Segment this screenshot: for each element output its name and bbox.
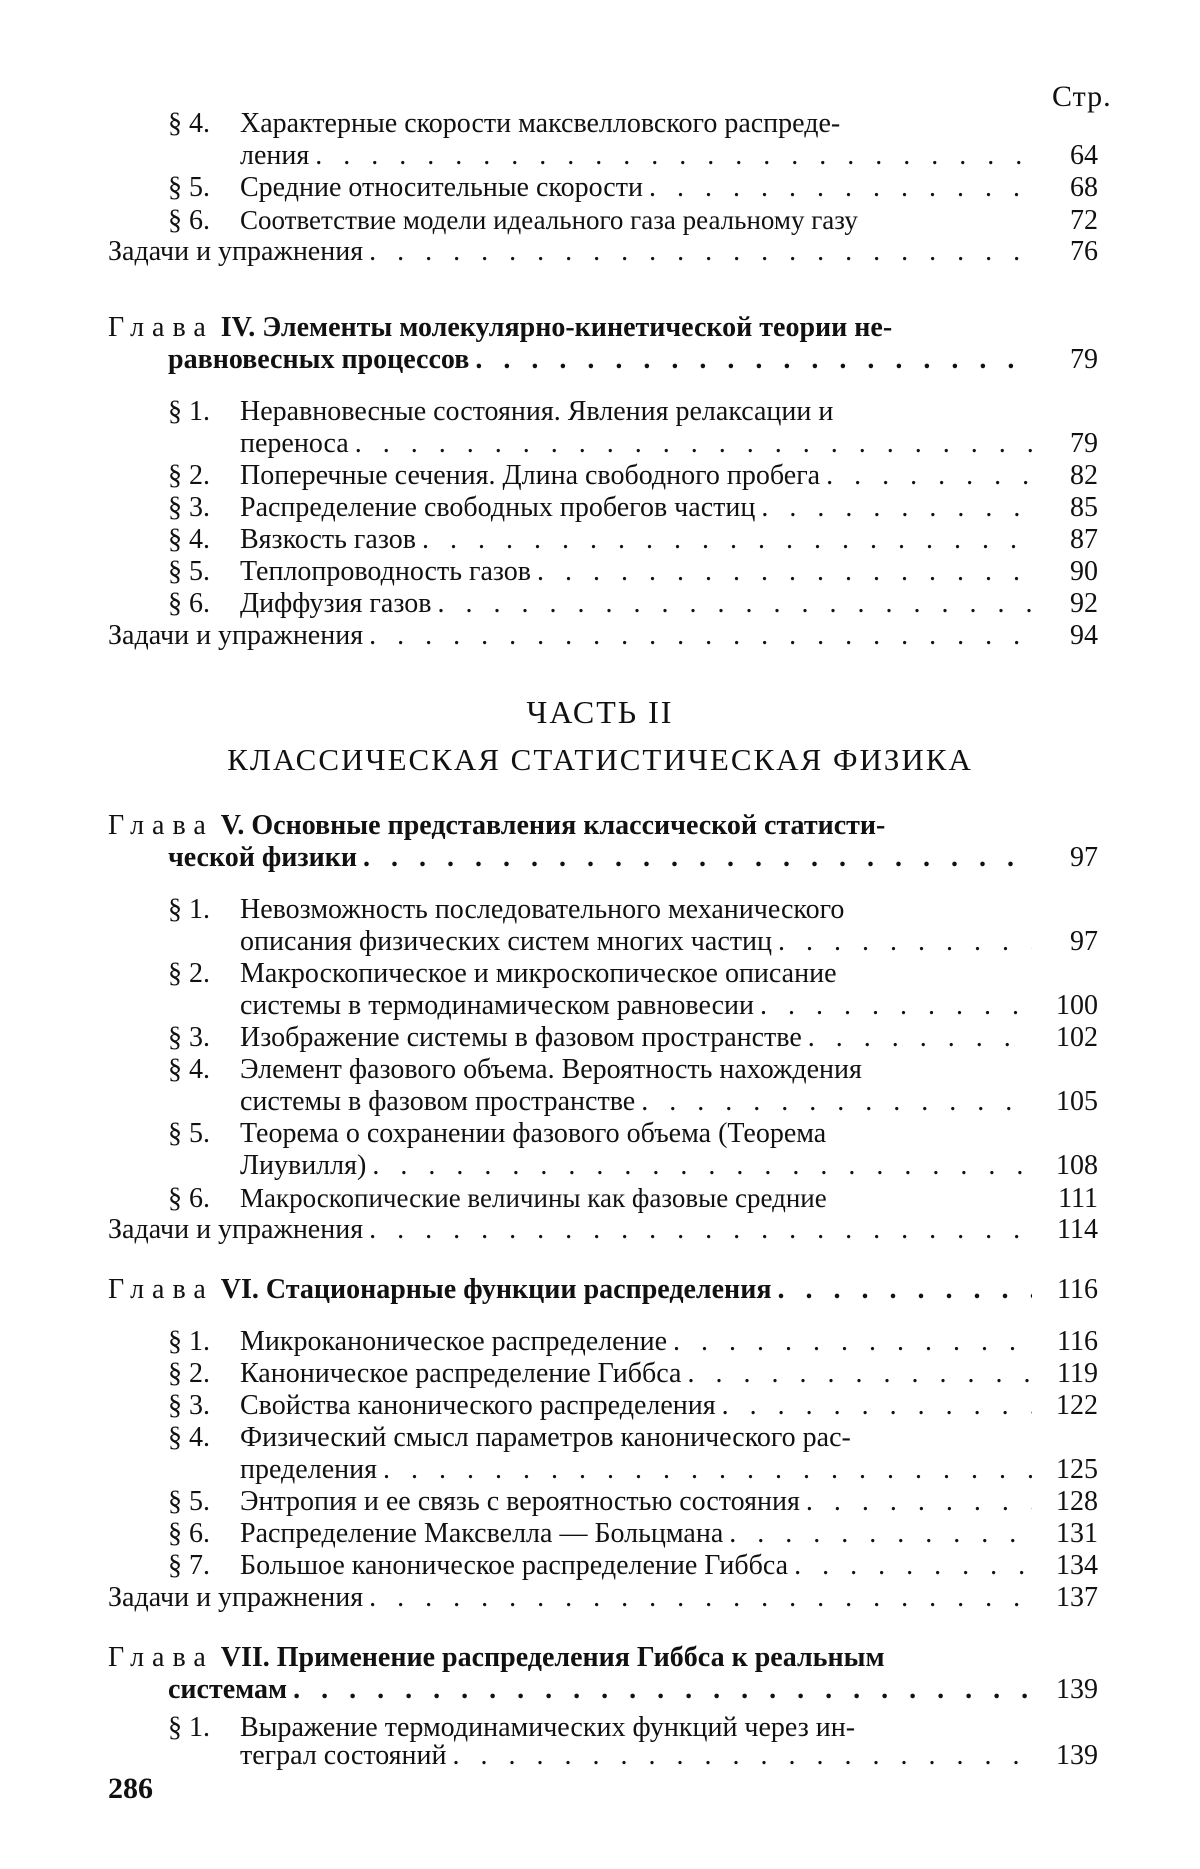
dot-leader — [808, 1022, 1032, 1054]
toc-entry: § 1. Микроканоническое распределение . . . 116 — [168, 1326, 1098, 1358]
toc-entry: § 1. Неравновесные состояния. Явления релаксации и — [168, 396, 834, 427]
chapter-heading: системам . . . 139 — [168, 1674, 1098, 1706]
toc-entry: § 6. Макроскопические величины как фазовые средние 111 — [168, 1183, 1098, 1214]
chapter-heading: равновесных процессов . . . 79 — [168, 344, 1098, 376]
toc-entry: § 3. Распределение свободных пробегов частиц . . . 85 — [168, 492, 1098, 524]
dot-leader — [641, 1086, 1032, 1118]
page-column-label: Стр. — [1052, 80, 1112, 113]
toc-entry: § 6. Соответствие модели идеального газа реальному газу 72 — [168, 205, 1098, 236]
toc-entry: описания физических систем многих частиц . . . 97 — [240, 926, 1098, 958]
toc-entry: § 3. Свойства канонического распределения . . . 122 — [168, 1390, 1098, 1422]
dot-leader — [687, 1358, 1032, 1390]
toc-entry: Задачи и упражнения . . . 94 — [108, 620, 1098, 652]
chapter-heading: Глава VII. Применение распределения Гиббса к реальным — [108, 1642, 885, 1673]
dot-leader — [383, 1454, 1032, 1486]
toc-entry: § 4. Вязкость газов . . . 87 — [168, 524, 1098, 556]
dot-leader — [537, 556, 1032, 588]
toc-entry: § 3. Изображение системы в фазовом пространстве . . . 102 — [168, 1022, 1098, 1054]
dot-leader — [722, 1390, 1032, 1422]
toc-entry: § 4. Физический смысл параметров канонического рас- — [168, 1422, 851, 1453]
chapter-heading: ческой физики . . . 97 — [168, 842, 1098, 874]
part-title: ЧАСТЬ II — [526, 694, 674, 730]
toc-entry: пределения . . . 125 — [240, 1454, 1098, 1486]
toc-entry: § 1. Выражение термодинамических функций через ин- — [168, 1712, 856, 1743]
dot-leader — [649, 172, 1032, 204]
chapter-heading: Глава VI. Стационарные функции распределения . . . 116 — [108, 1274, 1098, 1306]
dot-leader — [453, 1740, 1032, 1772]
toc-entry: § 5. Теплопроводность газов . . . 90 — [168, 556, 1098, 588]
toc-entry: § 2. Каноническое распределение Гиббса . . . 119 — [168, 1358, 1098, 1390]
toc-entry: Лиувилля) . . . 108 — [240, 1150, 1098, 1182]
dot-leader — [760, 990, 1032, 1022]
dot-leader — [369, 236, 1032, 268]
dot-leader — [369, 1214, 1032, 1246]
dot-leader — [826, 460, 1032, 492]
dot-leader — [369, 620, 1032, 652]
part-subtitle: КЛАССИЧЕСКАЯ СТАТИСТИЧЕСКАЯ ФИЗИКА — [227, 742, 973, 777]
dot-leader — [422, 524, 1032, 556]
dot-leader — [761, 492, 1032, 524]
dot-leader — [777, 1274, 1032, 1306]
toc-entry: § 5. Теорема о сохранении фазового объема (Теорема — [168, 1118, 827, 1149]
dot-leader — [315, 140, 1032, 172]
toc-entry: Задачи и упражнения . . . 137 — [108, 1582, 1098, 1614]
toc-entry: § 7. Большое каноническое распределение Гиббса . . . 134 — [168, 1550, 1098, 1582]
chapter-heading: Глава IV. Элементы молекулярно-кинетической теории не- — [108, 312, 893, 343]
toc-entry: теграл состояний . . . 139 — [240, 1740, 1098, 1772]
toc-entry: § 2. Поперечные сечения. Длина свободного пробега . . . 82 — [168, 460, 1098, 492]
toc-entry: системы в термодинамическом равновесии . . . 100 — [240, 990, 1098, 1022]
dot-leader — [355, 428, 1032, 460]
toc-entry: системы в фазовом пространстве . . . 105 — [240, 1086, 1098, 1118]
toc-entry: Задачи и упражнения . . . 114 — [108, 1214, 1098, 1246]
toc-entry: § 4. Характерные скорости максвелловского распреде- — [168, 108, 841, 139]
toc-entry: § 1. Невозможность последовательного механического — [168, 894, 845, 925]
dot-leader — [475, 344, 1032, 376]
chapter-heading: Глава V. Основные представления классической статисти- — [108, 810, 886, 841]
dot-leader — [293, 1674, 1032, 1706]
dot-leader — [363, 842, 1032, 874]
toc-entry: Задачи и упражнения . . . 76 — [108, 236, 1098, 268]
toc-entry: § 6. Диффузия газов . . . 92 — [168, 588, 1098, 620]
dot-leader — [778, 926, 1032, 958]
dot-leader — [369, 1582, 1032, 1614]
toc-entry: переноса . . . 79 — [240, 428, 1098, 460]
dot-leader — [794, 1550, 1032, 1582]
toc-entry: § 5. Средние относительные скорости . . . 68 — [168, 172, 1098, 204]
toc-entry: § 2. Макроскопическое и микроскопическое описание — [168, 958, 837, 989]
dot-leader — [673, 1326, 1032, 1358]
toc-entry: § 5. Энтропия и ее связь с вероятностью состояния . . . 128 — [168, 1486, 1098, 1518]
dot-leader — [806, 1486, 1032, 1518]
dot-leader — [437, 588, 1032, 620]
toc-entry: ления . . . 64 — [240, 140, 1098, 172]
page-number: 286 — [108, 1772, 153, 1805]
toc-entry: § 4. Элемент фазового объема. Вероятность нахождения — [168, 1054, 862, 1085]
toc-entry: § 6. Распределение Максвелла — Больцмана . . . 131 — [168, 1518, 1098, 1550]
dot-leader — [729, 1518, 1032, 1550]
dot-leader — [372, 1150, 1032, 1182]
